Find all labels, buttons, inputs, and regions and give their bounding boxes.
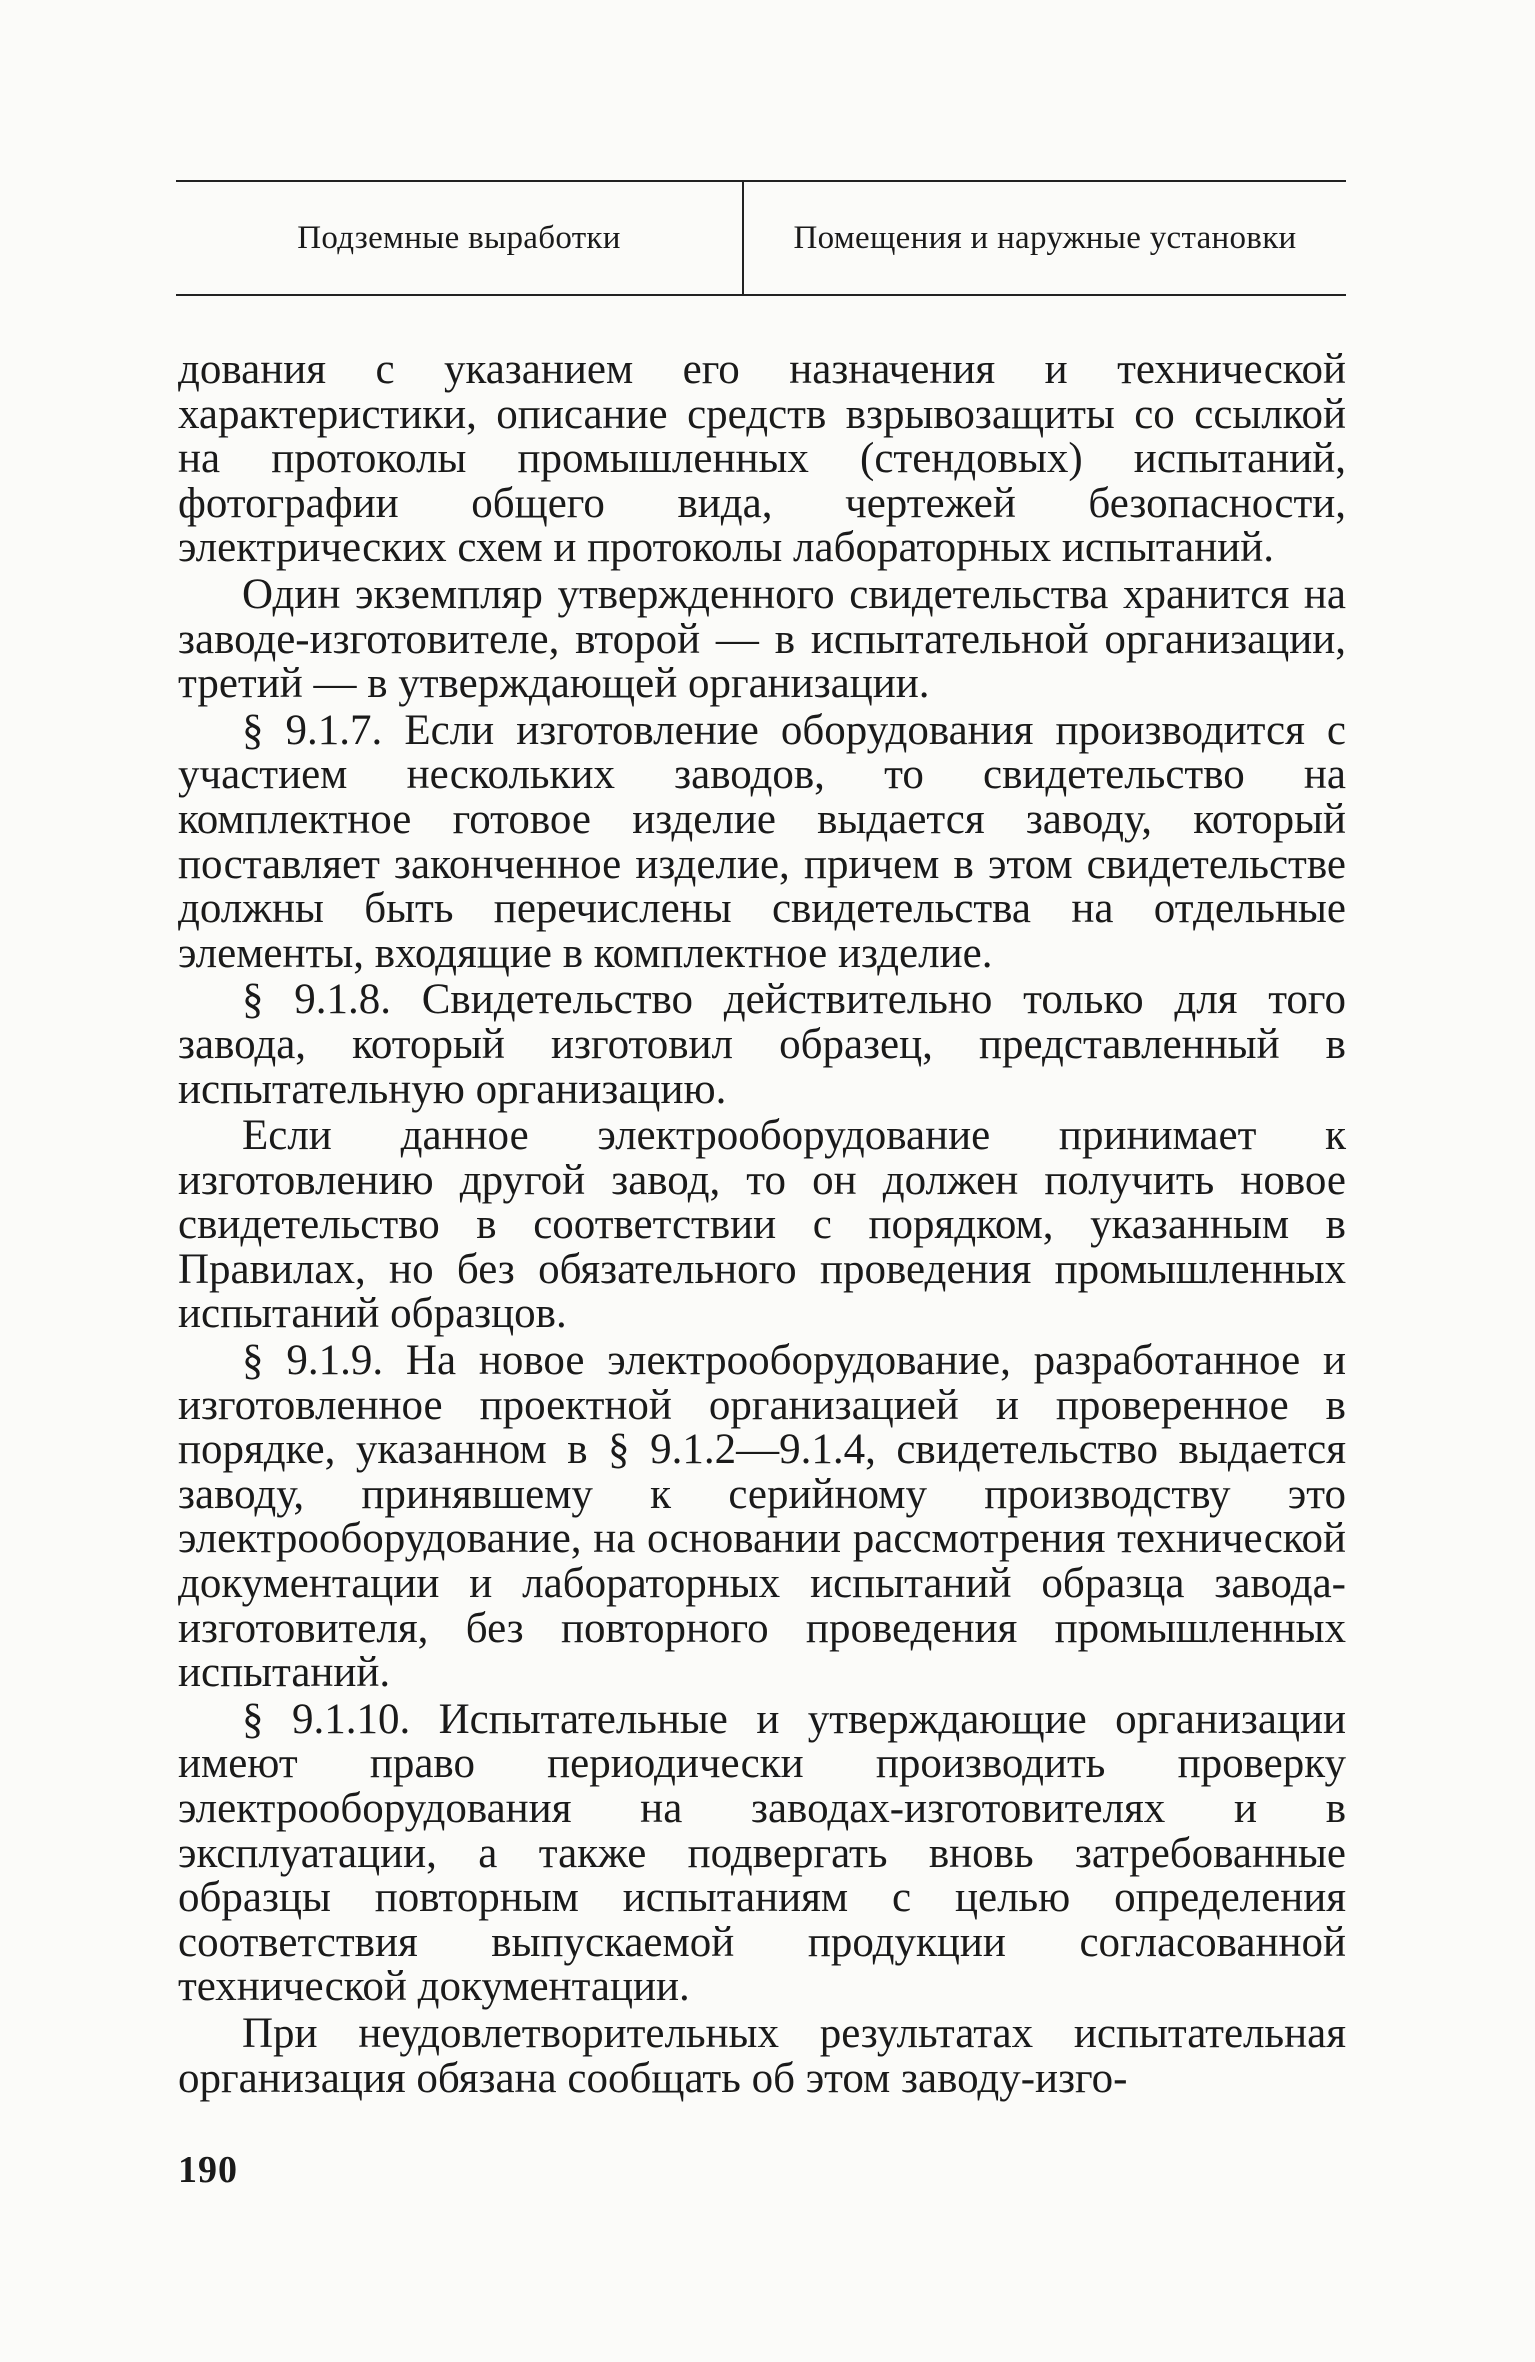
body-text	[178, 348, 1346, 2101]
header-left-title: Подземные выработки	[176, 182, 744, 294]
page-number: 190	[178, 2149, 238, 2191]
paragraph: Один экземпляр утвержденного свидетельства хранится на заводе-изготовителе, второй — в испытательной организации, третий — в утверждающей организации.	[178, 570, 1346, 708]
paragraph: Если данное электрооборудование принимает к изготовлению другой завод, то он должен получить новое свидетельство в соответствии с порядком, указанным в Правилах, но без обязательного проведения промышленных испытаний образцов.	[178, 1112, 1346, 1338]
paragraph-continued: дования с указанием его назначения и технической характеристики, описание средств взрывозащиты со ссылкой на протоколы промышленных (стендовых) испытаний, фотографии общего вида, чертежей безопасности, электрических схем и протоколы лабораторных испытаний.	[178, 346, 1346, 572]
running-header-table	[176, 180, 1346, 296]
paragraph: При неудовлетворительных результатах испытательная организация обязана сообщать об этом заводу-изго-	[178, 2009, 1346, 2102]
paragraph-section-9-1-8: § 9.1.8. Свидетельство действительно только для того завода, который изготовил образец, представленный в испытательную организацию.	[178, 976, 1346, 1113]
header-right-title: Помещения и наружные установки	[793, 219, 1297, 256]
paragraph-section-9-1-9: § 9.1.9. На новое электрооборудование, разработанное и изготовленное проектной организацией и проверенное в порядке, указанном в § 9.1.2—9.1.4, свидетельство выдается заводу, принявшему к серийному производству это электрооборудование, на основании рассмотрения технической документации и лабораторных испытаний образца завода-изготовителя, без повторного проведения промышленных испытаний.	[178, 1337, 1346, 1697]
paragraph-section-9-1-7: § 9.1.7. Если изготовление оборудования производится с участием нескольких заводов, то свидетельство на комплектное готовое изделие выдается заводу, который поставляет законченное изделие, причем в этом свидетельстве должны быть перечислены свидетельства на отдельные элементы, входящие в комплектное изделие.	[178, 706, 1346, 977]
paragraph-section-9-1-10: § 9.1.10. Испытательные и утверждающие организации имеют право периодически производить проверку электрооборудования на заводах-изготовителях и в эксплуатации, а также подвергать вновь затребованные образцы повторным испытаниям с целью определения соответствия выпускаемой продукции согласованной технической документации.	[178, 1695, 1346, 2011]
